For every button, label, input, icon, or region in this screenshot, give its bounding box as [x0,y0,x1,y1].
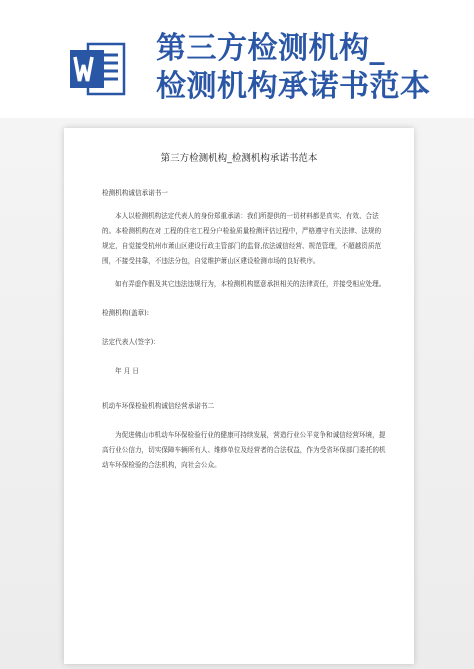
banner [0,0,474,120]
signature-rep-label: 法定代表人(签字)： [102,338,160,346]
paragraph: 为促进佛山市机动车环保检验行业的健康可持续发展，营造行业公平竞争和诚信经营环境，提高行业公信力，切实保障车辆所有人、维修单位及经营者的合法权益，作为受省环保部门委托的机动车环保检验的合法机构，向社会公众。 [102,431,386,469]
signature-org-label: 检测机构(盖章): [102,309,149,317]
word-document-icon [66,38,128,100]
signature-date: 年 月 日 [115,367,139,375]
document-page [64,128,414,664]
document-title: 第三方检测机构_检测机构承诺书范本 [160,153,318,164]
section-heading: 机动车环保检验机构诚信经营承诺书二 [102,402,215,410]
paragraph: 本人以检测机构法定代表人的身份郑重承诺：我们所提供的一切材料都是真实、有效、合法的。本检测机构在对 工程的住宅工程分户检验质量检测评估过程中，严格遵守有关法律、法规的规定，自觉接受杭州市萧山区建设行政主管部门的监督,依法诚信经营、规范管理，不超越资质范围，不接受挂靠，不违法分包，自觉维护萧山区建设检测市场的良好秩序。 [102,212,382,265]
paragraph: 如有弄虚作假及其它违法违规行为，本检测机构愿意承担相关的法律责任，并接受相应处理。 [115,280,386,288]
banner-title: 第三方检测机构_ 检测机构承诺书范本 [156,31,431,104]
section-heading: 检测机构诚信承诺书一 [102,189,168,197]
document-body [102,186,386,473]
